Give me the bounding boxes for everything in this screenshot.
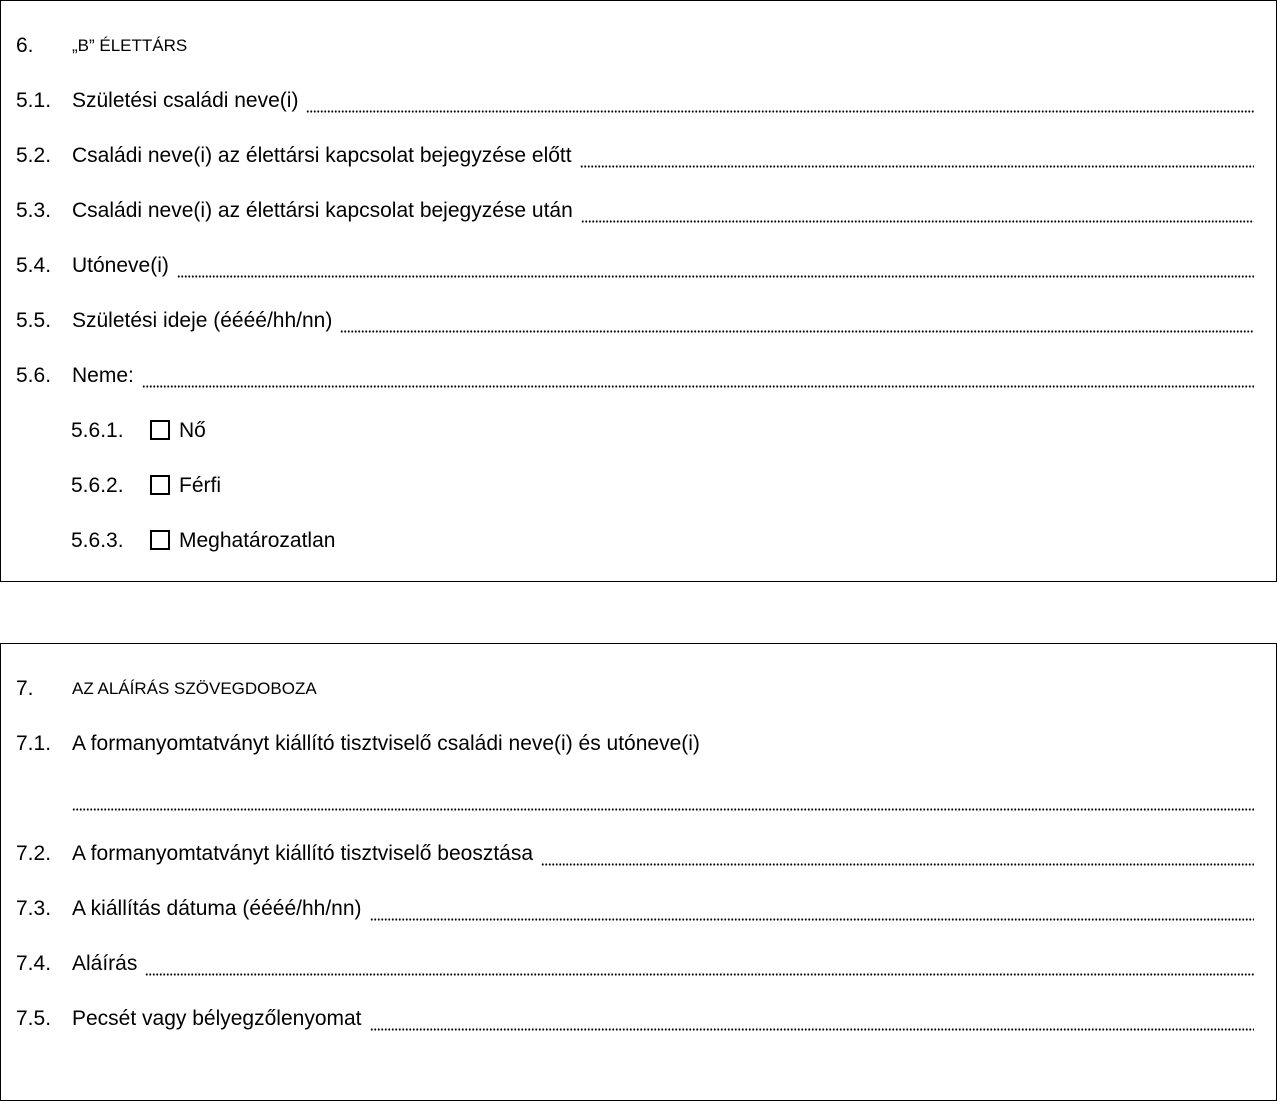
field-label: Utóneve(i) (72, 254, 169, 277)
stamp-field[interactable] (16, 1001, 1254, 1031)
field-number: 5.5. (16, 309, 52, 332)
fill-in-line[interactable] (340, 311, 1254, 333)
male-checkbox[interactable] (150, 475, 170, 495)
given-names-field[interactable] (16, 248, 1254, 278)
field-number: 7.3. (16, 897, 52, 920)
fill-in-line[interactable] (72, 789, 1254, 811)
official-position-field[interactable] (16, 836, 1254, 866)
official-name-line[interactable] (72, 781, 1254, 811)
section-heading (16, 28, 1254, 58)
field-label: Neme: (72, 364, 134, 387)
field-label: A formanyomtatványt kiállító tisztviselő beosztása (72, 842, 534, 865)
option-number: 5.6.3. (71, 529, 124, 552)
gender-option-undetermined[interactable] (71, 523, 335, 553)
fill-in-line[interactable] (370, 1009, 1255, 1031)
fill-in-line[interactable] (145, 954, 1254, 976)
family-name-before-field[interactable] (16, 138, 1254, 168)
field-label: Családi neve(i) az élettársi kapcsolat bejegyzése előtt (72, 144, 572, 167)
undetermined-checkbox[interactable] (150, 530, 170, 550)
section-number: 6. (16, 34, 34, 57)
option-label: Nő (179, 419, 206, 442)
female-checkbox[interactable] (150, 420, 170, 440)
fill-in-line[interactable] (581, 201, 1254, 223)
field-number: 7.5. (16, 1007, 52, 1030)
birth-family-name-field[interactable] (16, 83, 1254, 113)
field-number: 5.3. (16, 199, 52, 222)
fill-in-line[interactable] (177, 256, 1254, 278)
option-number: 5.6.2. (71, 474, 124, 497)
field-label: Születési ideje (éééé/hh/nn) (72, 309, 333, 332)
section-title: AZ ALÁÍRÁS SZÖVEGDOBOZA (72, 679, 317, 698)
official-name-field (16, 726, 1254, 756)
section-heading (16, 671, 1254, 701)
section-title: „B” ÉLETTÁRS (72, 36, 188, 55)
field-number: 7.1. (16, 732, 52, 755)
field-label: A formanyomtatványt kiállító tisztviselő családi neve(i) és utóneve(i) (72, 732, 700, 755)
signature-field[interactable] (16, 946, 1254, 976)
field-label: Születési családi neve(i) (72, 89, 299, 112)
section-number: 7. (16, 677, 34, 700)
option-label: Meghatározatlan (179, 529, 336, 552)
birth-date-field[interactable] (16, 303, 1254, 333)
fill-in-line[interactable] (142, 366, 1254, 388)
field-number: 7.4. (16, 952, 52, 975)
field-number: 7.2. (16, 842, 52, 865)
gender-option-male[interactable] (71, 468, 221, 498)
signature-section (0, 643, 1277, 1101)
field-label: Aláírás (72, 952, 138, 975)
fill-in-line[interactable] (580, 146, 1254, 168)
field-number: 5.6. (16, 364, 52, 387)
family-name-after-field[interactable] (16, 193, 1254, 223)
field-number: 5.4. (16, 254, 52, 277)
issue-date-field[interactable] (16, 891, 1254, 921)
fill-in-line[interactable] (306, 91, 1254, 113)
field-label: Pecsét vagy bélyegzőlenyomat (72, 1007, 362, 1030)
field-number: 5.2. (16, 144, 52, 167)
gender-option-female[interactable] (71, 413, 206, 443)
field-number: 5.1. (16, 89, 52, 112)
gender-field[interactable] (16, 358, 1254, 388)
field-label: Családi neve(i) az élettársi kapcsolat bejegyzése után (72, 199, 573, 222)
option-number: 5.6.1. (71, 419, 124, 442)
fill-in-line[interactable] (541, 844, 1254, 866)
field-label: A kiállítás dátuma (éééé/hh/nn) (72, 897, 362, 920)
fill-in-line[interactable] (370, 899, 1254, 921)
option-label: Férfi (179, 474, 221, 497)
